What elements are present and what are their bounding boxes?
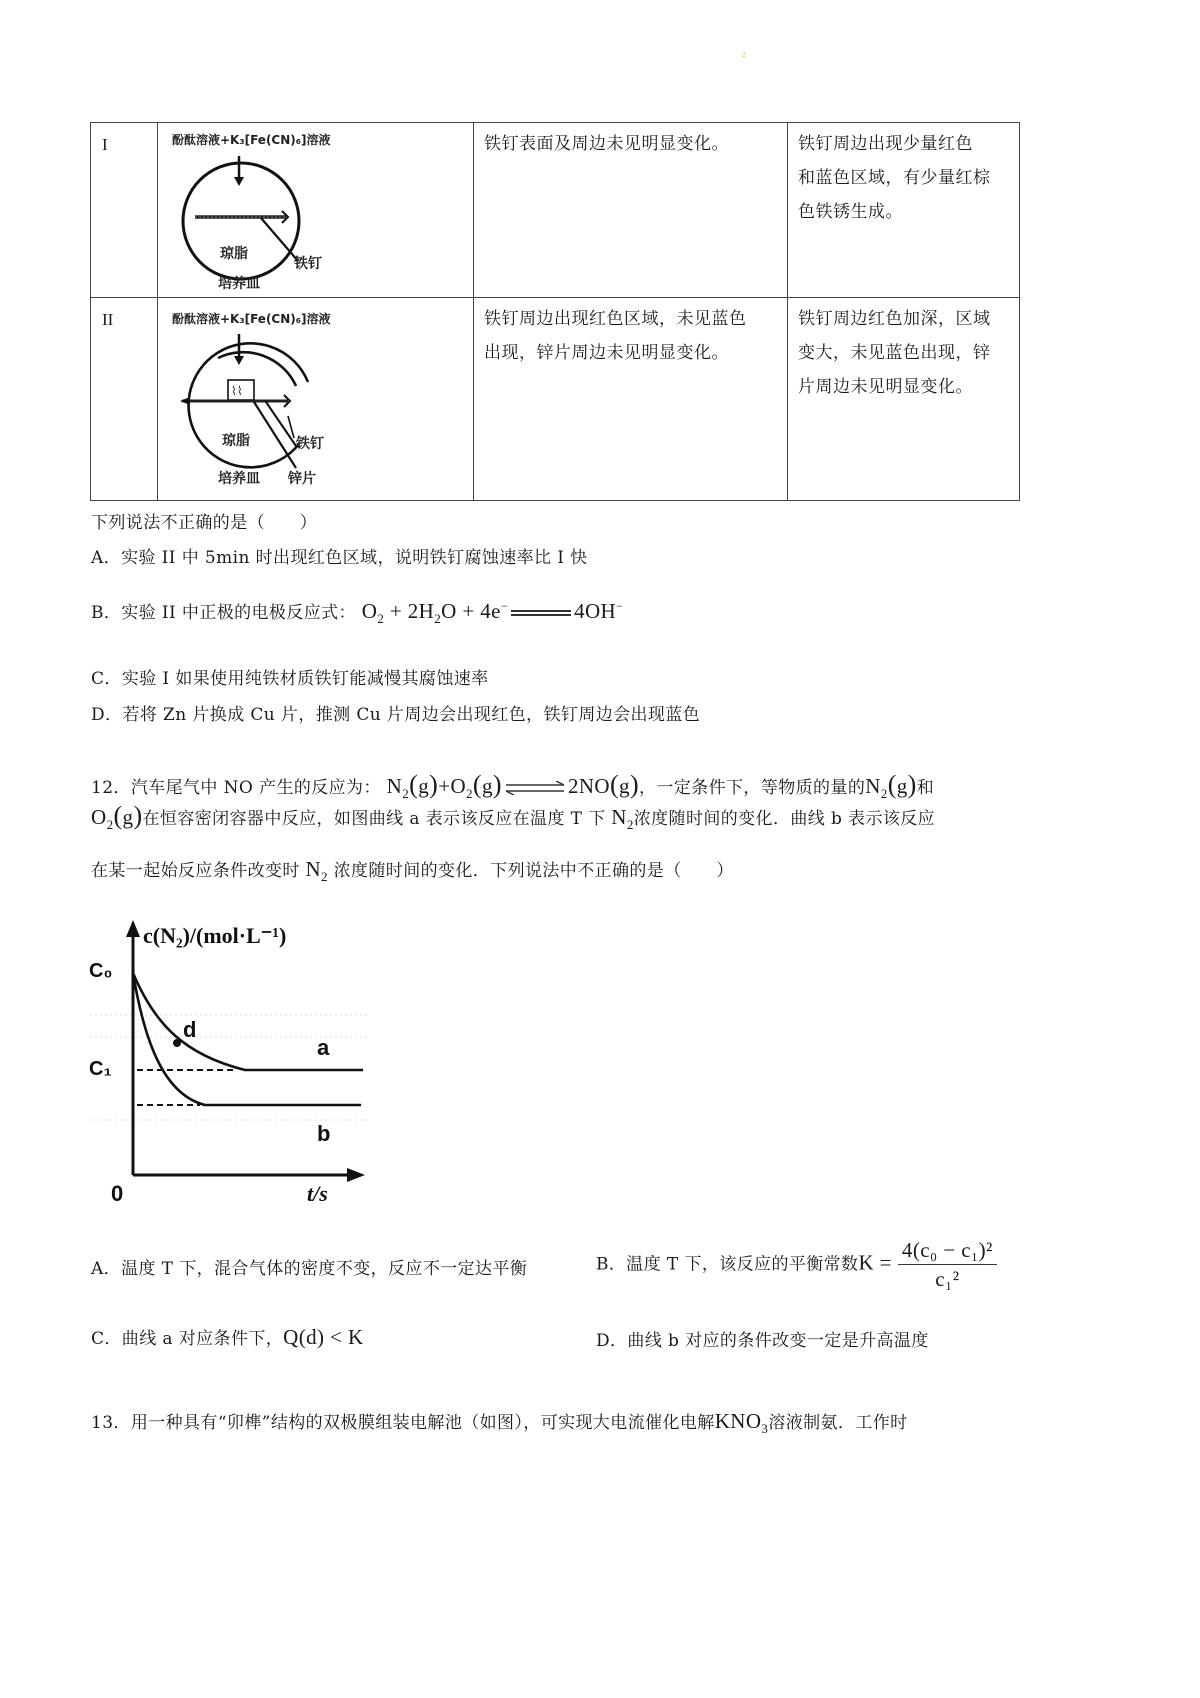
y-axis-label: c(N₂)/(mol·L⁻¹)	[143, 923, 287, 948]
table-row	[91, 298, 1020, 501]
q11-stem: 下列说法不正确的是（ ）	[91, 513, 318, 533]
electrode-equation: $O_2 + 2H_2O + 4e^-$ 4OH−	[361, 599, 624, 627]
q11-option-b	[91, 598, 623, 627]
figure-cell	[158, 123, 474, 298]
concentration-time-graph	[85, 915, 375, 1205]
x-axis-arrow-icon	[347, 1168, 365, 1182]
k-symbol: K =	[858, 1250, 892, 1275]
q11-option-d: D．若将 Zn 片换成 Cu 片，推测 Cu 片周边会出现红色，铁钉周边会出现蓝色	[91, 705, 701, 725]
reversible-arrow-icon	[504, 781, 566, 795]
row-label: I	[102, 135, 108, 154]
observation-cell-2	[788, 298, 1020, 501]
option-c-text: C．曲线 a 对应条件下，	[91, 1329, 284, 1349]
dish-label: 培养皿	[218, 471, 260, 487]
nail-label: 铁钉	[296, 436, 324, 452]
q11-option-a: A．实验 II 中 5min 时出现红色区域，说明铁钉腐蚀速率比 I 快	[91, 548, 588, 568]
q12-text: 12．汽车尾气中 NO 产生的反应为：	[91, 778, 381, 798]
svg-text:⌇⌇: ⌇⌇	[231, 384, 243, 398]
q-k-expression: Q(d) < K	[283, 1325, 364, 1349]
curve-a-label: a	[317, 1035, 330, 1060]
equals-arrow-icon	[511, 608, 571, 618]
observation-text: 铁钉表面及周边未见明显变化。	[484, 134, 729, 154]
experiment-figure-2	[158, 298, 473, 500]
reagent-label: 酚酞溶液+K₃[Fe(CN)₆]溶液	[172, 312, 331, 326]
observation-text	[788, 298, 1019, 404]
q12-option-a: A．温度 T 下，混合气体的密度不变，反应不一定达平衡	[91, 1259, 528, 1279]
observation-line: 片周边未见明显变化。	[798, 377, 973, 397]
q12-text: 在某一起始反应条件改变时	[91, 861, 300, 881]
option-b-text: B．温度 T 下，该反应的平衡常数	[596, 1254, 859, 1275]
observation-line: 和蓝色区域，有少量红棕	[798, 168, 991, 188]
y-axis-arrow-icon	[126, 920, 140, 937]
q12-line-1: 12．汽车尾气中 NO 产生的反应为： $N_2(g)+O_2(g)$ 2NO(g)，一定条件下，等物质的量的$N_2(g)$和	[91, 770, 935, 802]
zinc-label: 锌片	[288, 471, 316, 487]
observation-text	[788, 123, 1019, 229]
observation-line: 铁钉周边红色加深，区域	[798, 309, 991, 329]
observation-cell	[474, 298, 788, 501]
observation-line: 色铁锈生成。	[798, 202, 903, 222]
dish-label: 培养皿	[218, 276, 260, 292]
reagent-label: 酚酞溶液+K₃[Fe(CN)₆]溶液	[172, 133, 331, 147]
page-mark: 2	[742, 52, 746, 59]
q12-option-b	[596, 1238, 997, 1292]
figure-cell	[158, 298, 474, 501]
observation-line: 变大，未见蓝色出现，锌	[798, 343, 991, 363]
q12-line-3: 在某一起始反应条件改变时 $N_2$ 浓度随时间的变化．下列说法中不正确的是（ ）	[91, 857, 734, 885]
x-axis-label: t/s	[307, 1181, 328, 1205]
q12-option-d: D．曲线 b 对应的条件改变一定是升高温度	[596, 1331, 929, 1351]
point-d-label: d	[183, 1017, 197, 1042]
row-label-cell	[91, 298, 158, 501]
q13-text: 13．用一种具有“卯榫”结构的双极膜组装电解池（如图），可实现大电流催化电解	[91, 1413, 715, 1433]
q12-line-2: $O_2(g)$在恒容密闭容器中反应，如图曲线 a 表示该反应在温度 T 下 $N_2$浓度随时间的变化．曲线 b 表示该反应	[91, 801, 936, 833]
nail-label: 铁钉	[294, 256, 322, 272]
q12-text: 和	[916, 778, 935, 798]
row-label-cell	[91, 123, 158, 298]
observation-line: 铁钉周边出现红色区域，未见蓝色	[484, 309, 747, 329]
option-b-text: B．实验 II 中正极的电极反应式：	[91, 603, 356, 623]
observation-cell	[474, 123, 788, 298]
observation-text	[474, 298, 787, 370]
q12-text: 浓度随时间的变化．下列说法中不正确的是（ ）	[333, 861, 734, 881]
q13-text: 溶液制氨．工作时	[768, 1413, 908, 1433]
c1-label: C₁	[89, 1058, 112, 1080]
row-label: II	[102, 310, 114, 329]
kno3-formula: $KNO_3$	[714, 1409, 769, 1437]
experiment-figure-1	[158, 123, 473, 297]
observation-line: 出现，锌片周边未见明显变化。	[484, 343, 729, 363]
agar-label: 琼脂	[220, 246, 248, 262]
fraction-denominator: c₁²	[935, 1267, 960, 1291]
experiment-table	[90, 122, 1020, 501]
equilibrium-constant-fraction	[898, 1238, 997, 1292]
agar-label: 琼脂	[222, 433, 250, 449]
q12-text: ，一定条件下，等物质的量的	[639, 778, 866, 798]
q11-option-c: C．实验 I 如果使用纯铁材质铁钉能减慢其腐蚀速率	[91, 669, 489, 689]
table-row	[91, 123, 1020, 298]
origin-label: 0	[111, 1181, 124, 1205]
point-d	[173, 1039, 181, 1047]
curve-b-label: b	[317, 1121, 331, 1146]
q12-text: 浓度随时间的变化．曲线 b 表示该反应	[633, 809, 936, 829]
c0-label: C₀	[89, 960, 113, 982]
observation-cell-2	[788, 123, 1020, 298]
q12-option-c	[91, 1324, 364, 1350]
q12-text: 在恒容密闭容器中反应，如图曲线 a 表示该反应在温度 T 下	[142, 809, 606, 829]
graph-svg	[85, 915, 375, 1205]
fraction-numerator: 4(c₀ − c₁)²	[898, 1238, 997, 1265]
q13-line-1	[91, 1408, 908, 1437]
observation-line: 铁钉周边出现少量红色	[798, 134, 973, 154]
reaction-equation: $N_2(g)+O_2(g)$ 2NO(g)	[386, 770, 640, 802]
